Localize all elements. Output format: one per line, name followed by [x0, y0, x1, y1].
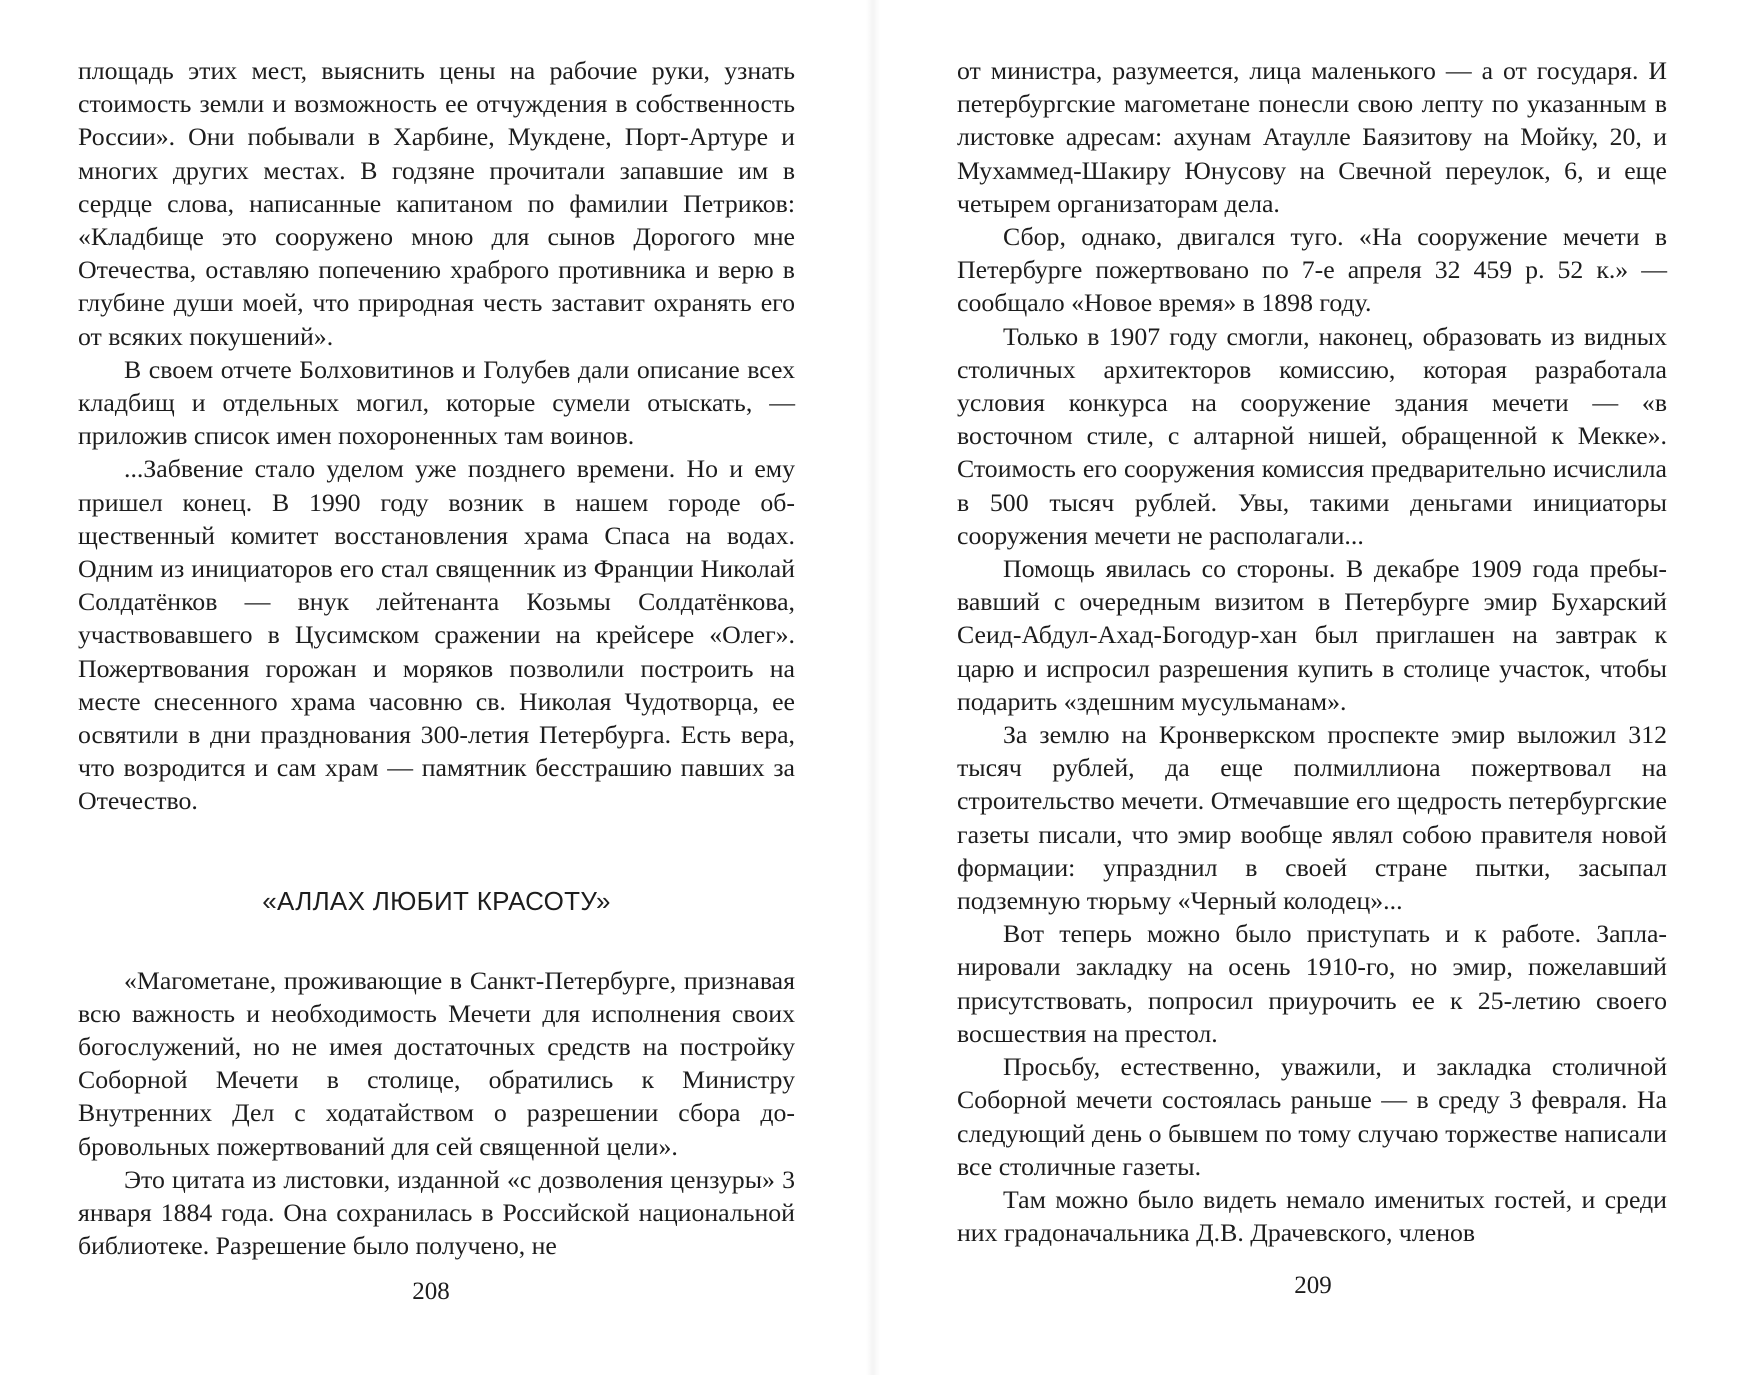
- left-page: [78, 54, 795, 1263]
- paragraph: За землю на Кронверкском проспекте эмир выложил 312 тысяч рублей, да еще полмиллиона пожертвовал на строительство мечети. Отмечавшие его щедрость петербургские газеты писали, что эмир вообще являл собою правителя новой формации: упразднил в своей стране пытки, засыпал подземную тюрьму «Черный колодец»...: [957, 720, 1667, 916]
- section-title: «АЛЛАХ ЛЮБИТ КРАСОТУ»: [262, 885, 611, 916]
- paragraph: Просьбу, естественно, уважили, и закладка столичной Соборной мечети состоялась раньше — в среду 3 февраля. На следующий день о бывшем по тому случаю торжестве написали все столичные газеты.: [957, 1052, 1667, 1181]
- paragraph: Это цитата из листовки, изданной «с дозволения цензуры» 3 января 1884 года. Она сохранилась в Российской национальной библиотеке. Разрешение было получено, не: [78, 1164, 795, 1261]
- page-number-right: 209: [1294, 1272, 1332, 1299]
- book-gutter: [866, 0, 880, 1375]
- right-page: [957, 54, 1667, 1249]
- paragraph: площадь этих мест, выяснить цены на рабочие руки, узнать стоимость земли и возможность ее отчуждения в собственность России». Они побывали в Харбине, Мукдене, Порт-Артуре и многих других местах. В годзяне прочитали запавшие им в сердце слова, написанные капитаном по фамилии Петриков: «Кладбище это сооружено мною для сынов Дорогого мне Отечества, оставляю попечению храброго противника и верю в глубине души моей, что природная честь заставит охранять его от всяких покушений».: [78, 56, 795, 351]
- paragraph: Там можно было видеть немало именитых гостей, и среди них градоначальника Д.В. Драчевского, членов: [957, 1184, 1667, 1248]
- paragraph: Помощь явилась со стороны. В декабре 1909 года пребывавший с очередным визитом в Петербурге эмир Бухарский Сеид-Абдул-Ахад-Богодур-хан был приглашен на завтрак к царю и испросил разрешения купить в столице участок, чтобы подарить «здешним мусульманам».: [957, 554, 1667, 716]
- page-number-left: 208: [412, 1278, 450, 1305]
- paragraph: В своем отчете Болховитинов и Голубев дали описание всех кладбищ и отдельных могил, которые сумели отыскать, — приложив список имен похороненных там воинов.: [78, 354, 795, 451]
- paragraph: Сбор, однако, двигался туго. «На сооружение мечети в Петербурге пожертвовано по 7-е апреля 32 459 р. 52 к.» — сообщало «Новое время» в 1898 году.: [957, 222, 1667, 318]
- paragraph: Только в 1907 году смогли, наконец, образовать из видных столичных архитекторов комиссию, которая разработала условия конкурса на сооружение здания мечети — «в восточном стиле, с алтарной нишей, обращенной к Мекке». Стоимость его сооружения комиссия предварительно исчислила в 500 тысяч рублей. Увы, такими деньгами инициаторы сооружения мечети не располагали...: [957, 321, 1667, 550]
- paragraph: «Магометане, проживающие в Санкт-Петербурге, признавая всю важность и необходимость Мечети для исполнения своих богослужений, но не имея достаточных средств на постройку Соборной Мечети в столице, обратились к Министру Внутренних Дел с ходатайством о разрешении сбора добровольных пожертвований для сей священной цели».: [78, 965, 795, 1161]
- paragraph: Вот теперь можно было приступать и к работе. Запланировали закладку на осень 1910-го, но эмир, пожелавший присутствовать, попросил приурочить ее к 25-летию своего восшествия на престол.: [957, 919, 1667, 1048]
- paragraph: от министра, разумеется, лица маленького — а от государя. И петербургские магометане понесли свою лепту по указанным в листовке адресам: ахунам Атаулле Баязитову на Мойку, 20, и Мухаммед-Шакиру Юнусову на Свечной переулок, 6, и еще четырем организаторам дела.: [957, 56, 1667, 218]
- paragraph: ...Забвение стало уделом уже позднего времени. Но и ему пришел конец. В 1990 году возник в нашем городе общественный комитет восстановления храма Спаса на водах. Одним из инициаторов его стал священник из Франции Николай Солдатёнков — внук лейтенанта Козьмы Солдатёнкова, участвовавшего в Цусимском сражении на крейсере «Олег». Пожертвования горожан и моряков позволили построить на месте снесенного храма часовню св. Николая Чудотворца, ее освятили в дни празднования 300-летия Петербурга. Есть вера, что возродится и сам храм — памятник бесстрашию павших за Отечество.: [78, 454, 795, 816]
